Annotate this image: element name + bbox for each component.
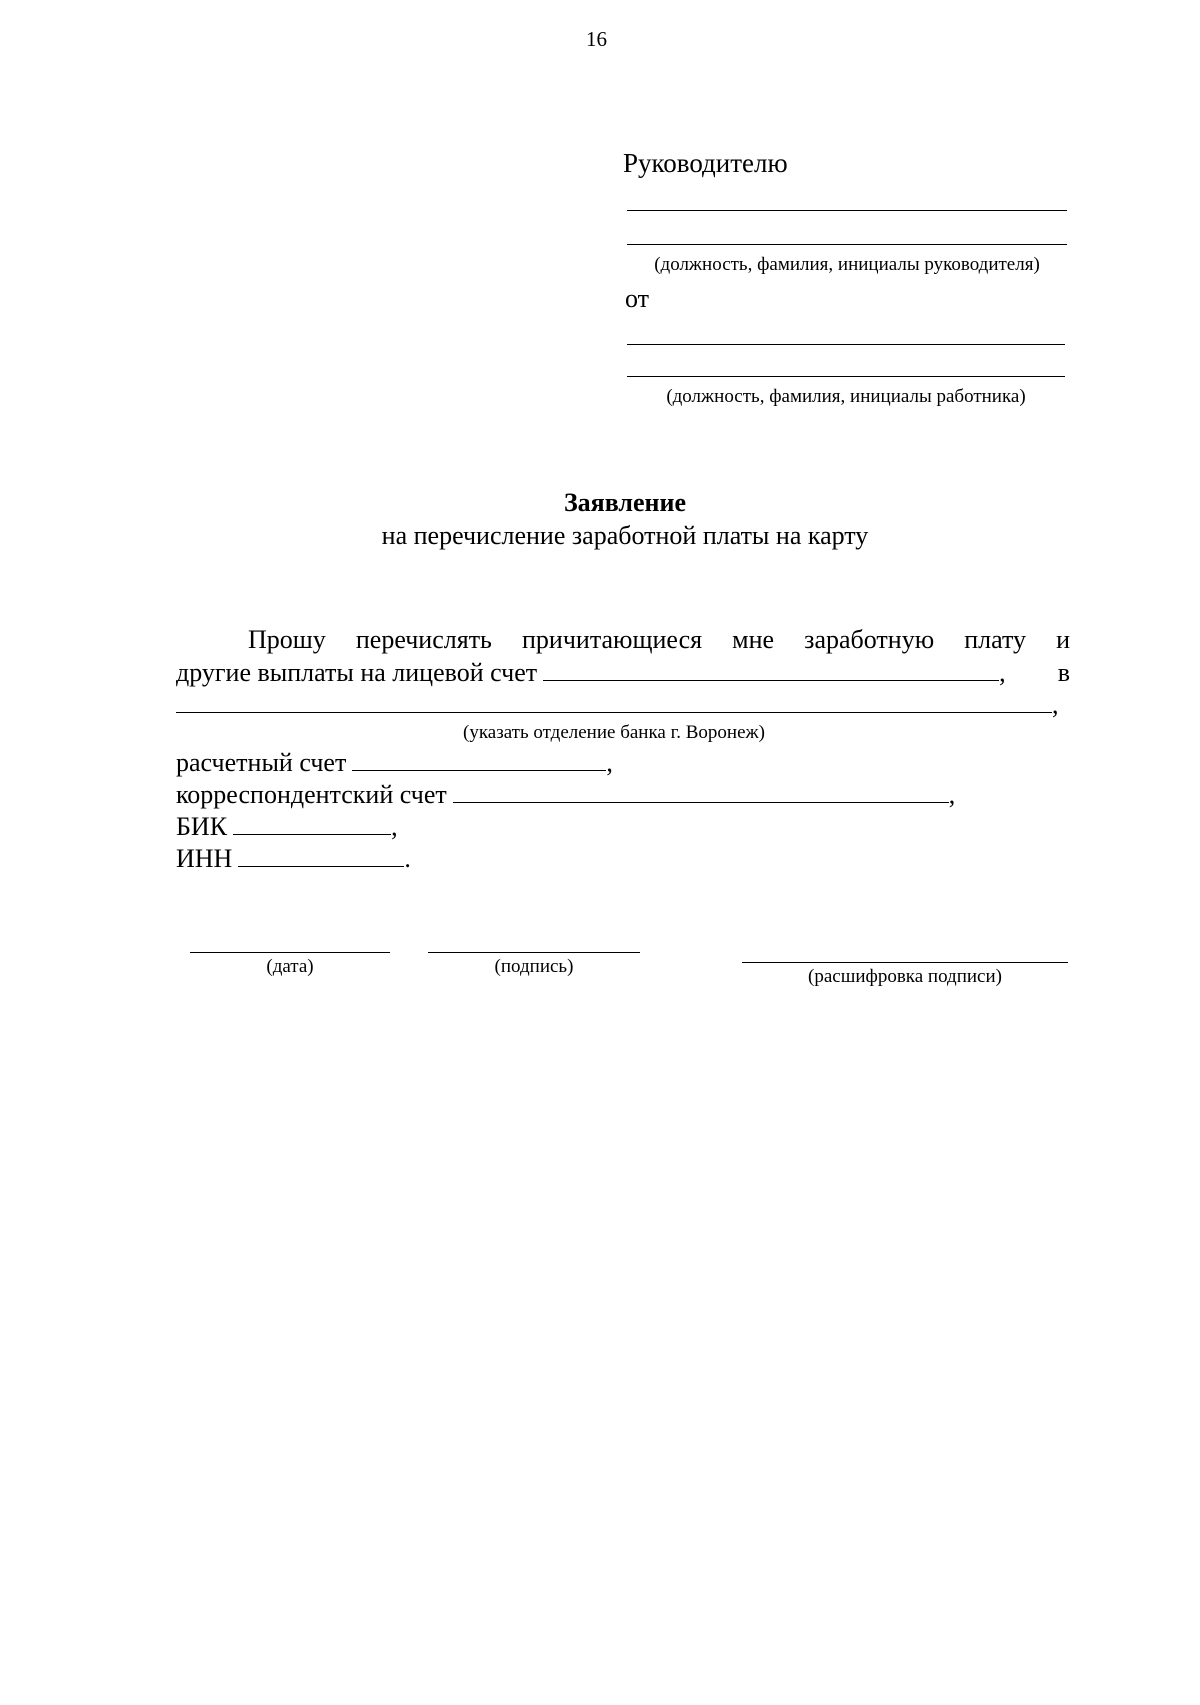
correspondent-account-label: корреспондентский счет bbox=[176, 780, 447, 809]
request-line-1: Прошу перечислять причитающиеся мне заработную плату и bbox=[248, 625, 1070, 654]
comma: , bbox=[391, 812, 398, 841]
page-number: 16 bbox=[586, 27, 607, 51]
personal-account-label: другие выплаты на лицевой счет bbox=[176, 658, 538, 687]
from-caption: (должность, фамилия, инициалы работника) bbox=[666, 386, 1026, 407]
settlement-account-label: расчетный счет bbox=[176, 748, 347, 777]
addressee-caption: (должность, фамилия, инициалы руководителя) bbox=[654, 254, 1040, 275]
correspondent-account-field[interactable] bbox=[453, 780, 949, 803]
request-line-2 bbox=[176, 658, 1070, 688]
settlement-account-field[interactable] bbox=[352, 748, 606, 771]
in-label: в bbox=[1057, 658, 1070, 687]
document-title: Заявление bbox=[563, 488, 687, 517]
from-line-2[interactable] bbox=[627, 376, 1065, 377]
bank-branch-field[interactable] bbox=[176, 690, 1052, 713]
signature-decoding-line[interactable] bbox=[742, 962, 1068, 963]
inn-row bbox=[176, 844, 411, 874]
addressee-label: Руководителю bbox=[623, 148, 788, 178]
comma: , bbox=[999, 658, 1006, 687]
from-label: от bbox=[625, 284, 650, 313]
correspondent-account-row bbox=[176, 780, 955, 810]
bik-label: БИК bbox=[176, 812, 228, 841]
settlement-account-row bbox=[176, 748, 613, 778]
date-caption: (дата) bbox=[266, 956, 314, 977]
bik-field[interactable] bbox=[233, 812, 391, 835]
comma: , bbox=[948, 780, 956, 809]
signature-line[interactable] bbox=[428, 952, 640, 953]
inn-field[interactable] bbox=[238, 844, 404, 867]
inn-label: ИНН bbox=[176, 844, 233, 873]
signature-caption: (подпись) bbox=[494, 956, 574, 977]
personal-account-field[interactable] bbox=[543, 658, 999, 681]
date-line[interactable] bbox=[190, 952, 390, 953]
document-subtitle: на перечисление заработной платы на карту bbox=[381, 521, 869, 550]
comma: , bbox=[1052, 690, 1059, 719]
addressee-line-1[interactable] bbox=[627, 210, 1067, 211]
signature-decoding-caption: (расшифровка подписи) bbox=[808, 966, 1002, 987]
bik-row bbox=[176, 812, 398, 842]
from-line-1[interactable] bbox=[627, 344, 1065, 345]
period: . bbox=[404, 844, 411, 873]
comma: , bbox=[606, 748, 613, 777]
bank-caption: (указать отделение банка г. Воронеж) bbox=[463, 722, 765, 743]
bank-line bbox=[176, 690, 1059, 720]
addressee-line-2[interactable] bbox=[627, 244, 1067, 245]
